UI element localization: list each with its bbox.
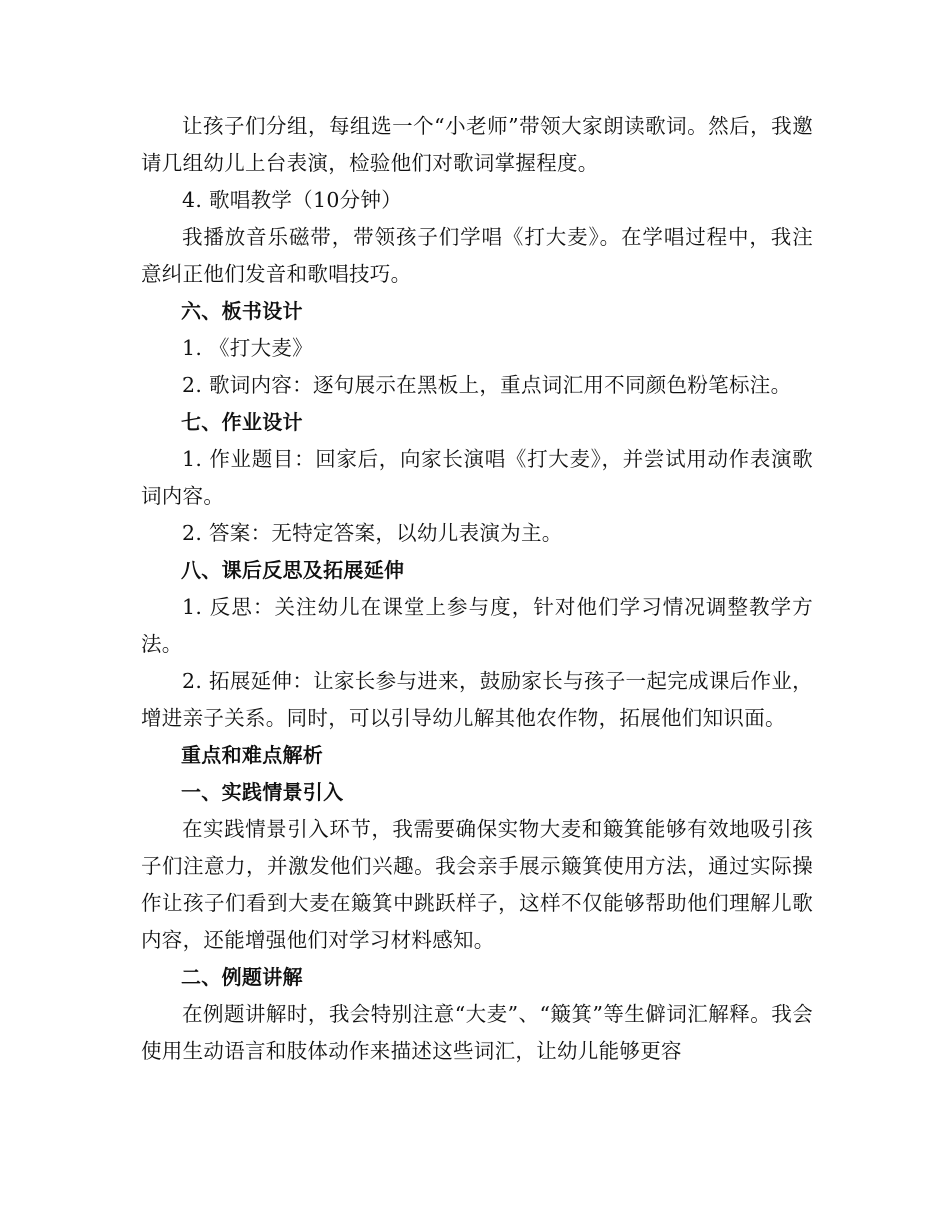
paragraph-singing: 我播放音乐磁带，带领孩子们学唱《打大麦》。在学唱过程中，我注意纠正他们发音和歌唱技巧。	[141, 225, 813, 286]
paragraph-scenario: 在实践情景引入环节，我需要确保实物大麦和簸箕能够有效地吸引孩子们注意力，并激发他们兴趣。我会亲手展示簸箕使用方法，通过实际操作让孩子们看到大麦在簸箕中跳跃样子，这样不仅能够帮助他们理解儿歌内容，还能增强他们对学习材料感知。	[141, 817, 813, 952]
document-body	[141, 108, 813, 1070]
paragraph-examples: 在例题讲解时，我会特别注意“大麦”、“簸箕”等生僻词汇解释。我会使用生动语言和肢体动作来描述这些词汇，让幼儿能够更容	[141, 1002, 813, 1063]
section-heading-examples: 二、例题讲解	[181, 965, 303, 989]
section-heading-scenario: 一、实践情景引入	[181, 780, 344, 804]
section-heading-blackboard: 六、板书设计	[181, 299, 303, 323]
list-item-homework-topic: 1. 作业题目：回家后，向家长演唱《打大麦》，并尝试用动作表演歌词内容。	[141, 447, 813, 508]
list-item-singing-teaching: 4. 歌唱教学（10分钟）	[182, 188, 403, 212]
section-heading-homework: 七、作业设计	[181, 410, 303, 434]
list-item-extension: 2. 拓展延伸：让家长参与进来，鼓励家长与孩子一起完成课后作业，增进亲子关系。同时，可以引导幼儿解其他农作物，拓展他们知识面。	[141, 669, 813, 730]
list-item-title: 1. 《打大麦》	[182, 336, 313, 360]
section-heading-key-points: 重点和难点解析	[181, 743, 324, 767]
section-heading-reflection: 八、课后反思及拓展延伸	[181, 558, 405, 582]
paragraph-group-reading: 让孩子们分组，每组选一个“小老师”带领大家朗读歌词。然后，我邀请几组幼儿上台表演，检验他们对歌词掌握程度。	[141, 114, 813, 175]
list-item-homework-answer: 2. 答案：无特定答案，以幼儿表演为主。	[182, 521, 563, 545]
list-item-lyrics: 2. 歌词内容：逐句展示在黑板上，重点词汇用不同颜色粉笔标注。	[182, 373, 792, 397]
list-item-reflection: 1. 反思：关注幼儿在课堂上参与度，针对他们学习情况调整教学方法。	[141, 595, 813, 656]
